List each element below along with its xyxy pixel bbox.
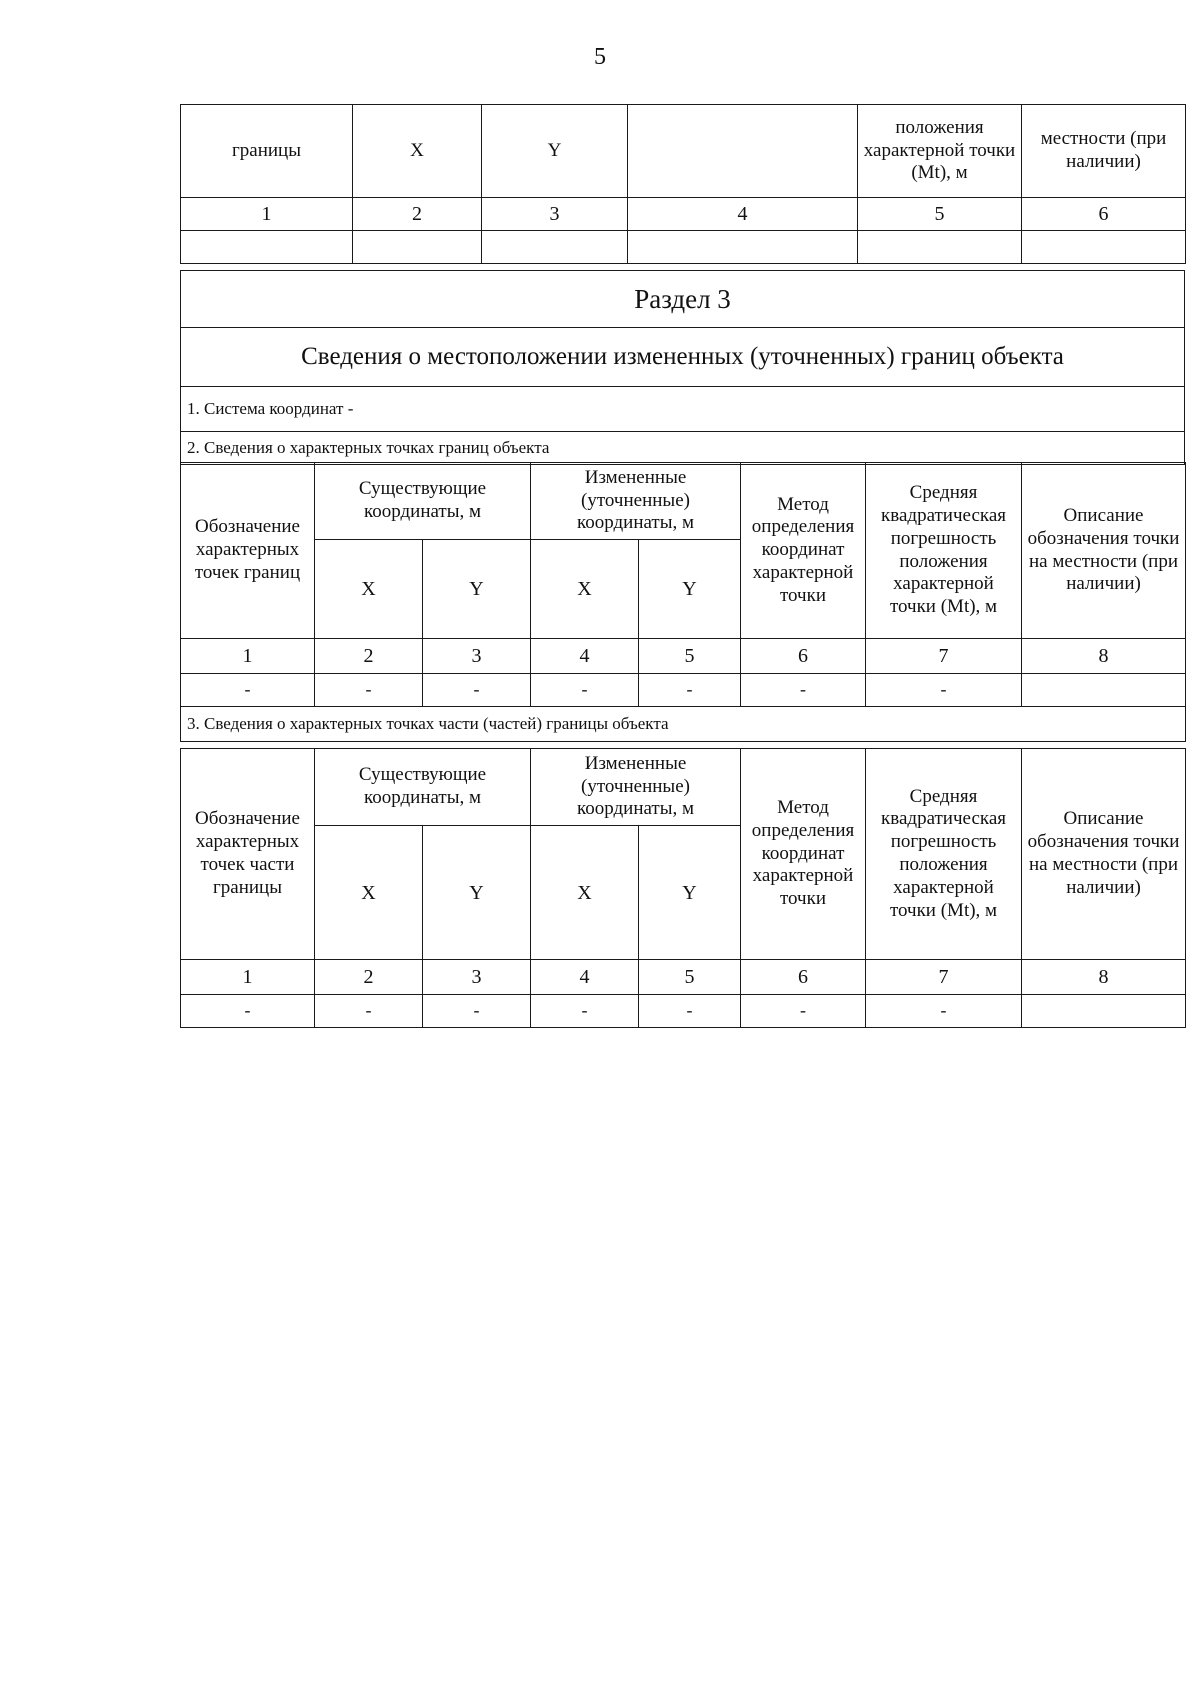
y-header: Y bbox=[639, 540, 741, 639]
y-header: Y bbox=[639, 826, 741, 960]
table-cell: - bbox=[741, 995, 866, 1028]
column-number: 4 bbox=[628, 198, 858, 231]
table-cell: - bbox=[423, 674, 531, 707]
table-row bbox=[181, 674, 1186, 707]
method-header: Метод определения координат характерной точки bbox=[741, 749, 866, 960]
x-header: X bbox=[531, 540, 639, 639]
header-cell: Y bbox=[482, 105, 628, 198]
y-header: Y bbox=[423, 540, 531, 639]
column-number: 7 bbox=[866, 960, 1022, 995]
header-cell: X bbox=[353, 105, 482, 198]
empty-cell bbox=[181, 231, 353, 264]
column-number: 7 bbox=[866, 639, 1022, 674]
description-header: Описание обозначения точки на местности (при наличии) bbox=[1022, 749, 1186, 960]
empty-cell bbox=[628, 231, 858, 264]
header-row bbox=[181, 749, 1186, 826]
column-number: 1 bbox=[181, 639, 315, 674]
section-title: Раздел 3 bbox=[181, 271, 1185, 328]
table-cell: - bbox=[315, 995, 423, 1028]
column-number: 3 bbox=[423, 639, 531, 674]
designation-header: Обозначение характерных точек границ bbox=[181, 463, 315, 639]
column-number: 6 bbox=[741, 960, 866, 995]
column-number: 5 bbox=[639, 960, 741, 995]
table-cell: - bbox=[639, 674, 741, 707]
table-cell bbox=[1022, 995, 1186, 1028]
error-header: Средняя квадратическая погрешность положения характерной точки (Mt), м bbox=[866, 463, 1022, 639]
coordinate-system-line: 1. Система координат - bbox=[181, 387, 1185, 432]
column-number: 2 bbox=[353, 198, 482, 231]
header-cell: положения характерной точки (Mt), м bbox=[858, 105, 1022, 198]
part-points-section-label: 3. Сведения о характерных точках части (частей) границы объекта bbox=[181, 707, 1186, 742]
column-number: 8 bbox=[1022, 639, 1186, 674]
table-cell: - bbox=[315, 674, 423, 707]
column-number: 5 bbox=[639, 639, 741, 674]
section-heading: Сведения о местоположении измененных (уточненных) границ объекта bbox=[181, 328, 1185, 387]
header-row bbox=[181, 463, 1186, 540]
empty-row bbox=[181, 231, 1186, 264]
existing-coords-header: Существующие координаты, м bbox=[315, 749, 531, 826]
x-header: X bbox=[531, 826, 639, 960]
table-cell: - bbox=[866, 995, 1022, 1028]
column-number: 4 bbox=[531, 960, 639, 995]
x-header: X bbox=[315, 540, 423, 639]
method-header: Метод определения координат характерной точки bbox=[741, 463, 866, 639]
description-header: Описание обозначения точки на местности (при наличии) bbox=[1022, 463, 1186, 639]
error-header: Средняя квадратическая погрешность положения характерной точки (Mt), м bbox=[866, 749, 1022, 960]
column-number-row bbox=[181, 639, 1186, 674]
column-number: 2 bbox=[315, 960, 423, 995]
column-number: 3 bbox=[423, 960, 531, 995]
existing-coords-header: Существующие координаты, м bbox=[315, 463, 531, 540]
part-boundary-points-table bbox=[180, 748, 1186, 1028]
table-cell: - bbox=[531, 995, 639, 1028]
table-cell: - bbox=[639, 995, 741, 1028]
column-number: 3 bbox=[482, 198, 628, 231]
empty-cell bbox=[482, 231, 628, 264]
column-number: 5 bbox=[858, 198, 1022, 231]
empty-cell bbox=[1022, 231, 1186, 264]
header-cell: границы bbox=[181, 105, 353, 198]
column-number: 2 bbox=[315, 639, 423, 674]
section-header-table bbox=[180, 270, 1185, 465]
boundary-points-table-continued bbox=[180, 104, 1186, 264]
table-cell: - bbox=[866, 674, 1022, 707]
column-number: 1 bbox=[181, 198, 353, 231]
header-cell: местности (при наличии) bbox=[1022, 105, 1186, 198]
table-row bbox=[181, 995, 1186, 1028]
column-number: 4 bbox=[531, 639, 639, 674]
empty-cell bbox=[858, 231, 1022, 264]
boundary-points-table bbox=[180, 462, 1186, 742]
column-number: 6 bbox=[1022, 198, 1186, 231]
table-cell bbox=[1022, 674, 1186, 707]
column-number: 8 bbox=[1022, 960, 1186, 995]
table-cell: - bbox=[531, 674, 639, 707]
column-number: 1 bbox=[181, 960, 315, 995]
page-number: 5 bbox=[594, 44, 606, 70]
column-number-row bbox=[181, 198, 1186, 231]
changed-coords-header: Измененные (уточненные) координаты, м bbox=[531, 463, 741, 540]
empty-cell bbox=[353, 231, 482, 264]
changed-coords-header: Измененные (уточненные) координаты, м bbox=[531, 749, 741, 826]
table-cell: - bbox=[181, 674, 315, 707]
table-cell: - bbox=[423, 995, 531, 1028]
column-number-row bbox=[181, 960, 1186, 995]
header-cell bbox=[628, 105, 858, 198]
table-cell: - bbox=[741, 674, 866, 707]
header-row bbox=[181, 105, 1186, 198]
table-cell: - bbox=[181, 995, 315, 1028]
points-section-label: 2. Сведения о характерных точках границ объекта bbox=[181, 432, 1185, 465]
designation-header: Обозначение характерных точек части границы bbox=[181, 749, 315, 960]
y-header: Y bbox=[423, 826, 531, 960]
column-number: 6 bbox=[741, 639, 866, 674]
x-header: X bbox=[315, 826, 423, 960]
